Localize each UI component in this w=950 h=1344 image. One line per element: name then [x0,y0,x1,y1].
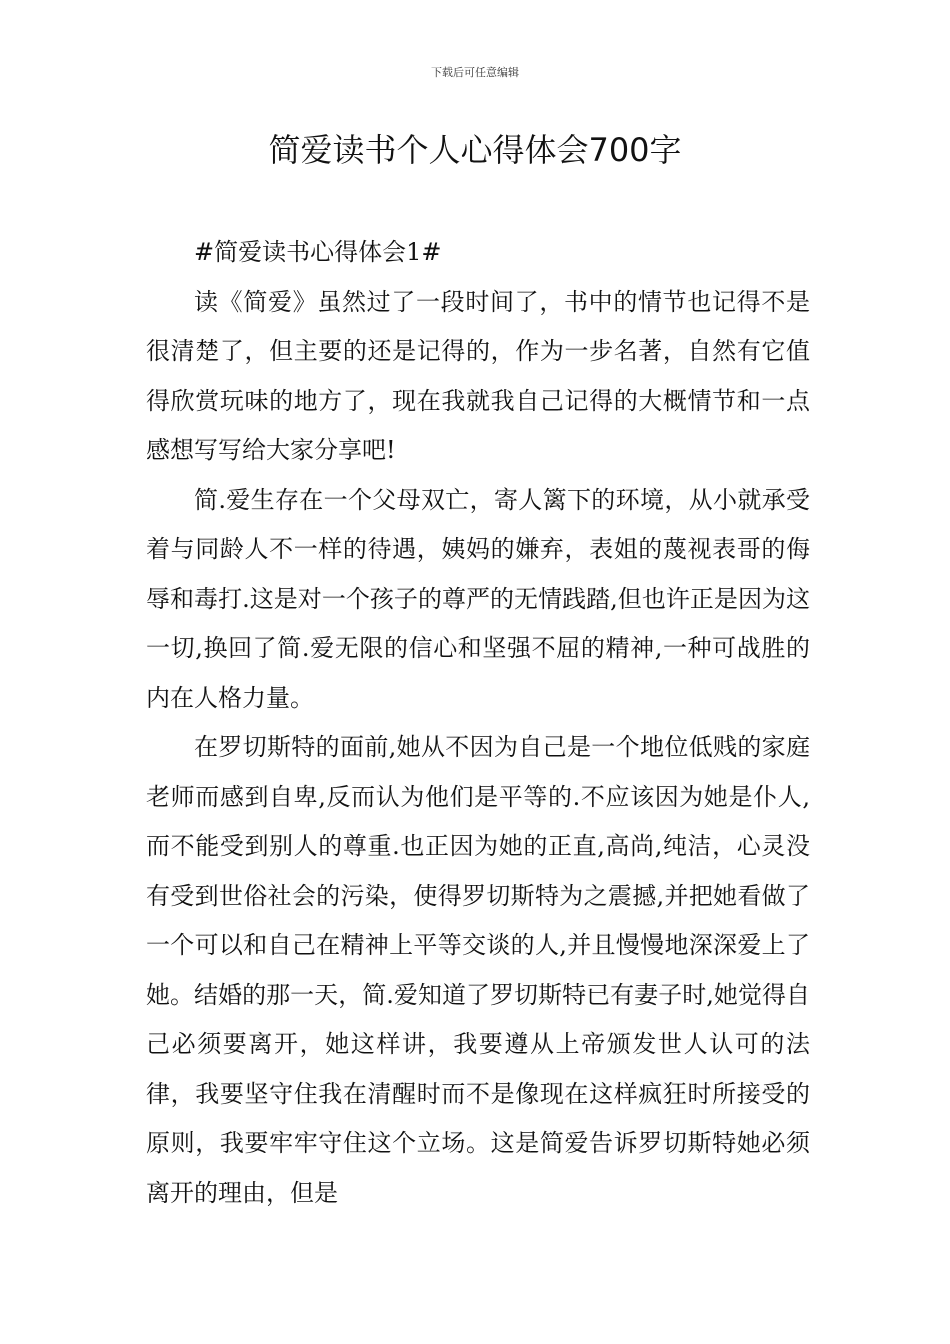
document-body [146,228,810,1218]
paragraph-3: 在罗切斯特的面前,她从不因为自己是一个地位低贱的家庭老师而感到自卑,反而认为他们是平等的.不应该因为她是仆人,而不能受到别人的尊重.也正因为她的正直,高尚,纯洁，心灵没有受到世俗社会的污染，使得罗切斯特为之震撼,并把她看做了一个可以和自己在精神上平等交谈的人,并且慢慢地深深爱上了她。结婚的那一天，简.爱知道了罗切斯特已有妻子时,她觉得自己必须要离开，她这样讲，我要遵从上帝颁发世人认可的法律，我要坚守住我在清醒时而不是像现在这样疯狂时所接受的原则，我要牢牢守住这个立场。这是简爱告诉罗切斯特她必须离开的理由，但是 [146,733,810,1207]
section-heading: #简爱读书心得体会1# [194,238,442,266]
page-title: 简爱读书个人心得体会700字 [268,131,682,169]
paragraph-2: 简.爱生存在一个父母双亡，寄人篱下的环境，从小就承受着与同龄人不一样的待遇，姨妈的嫌弃，表姐的蔑视表哥的侮辱和毒打.这是对一个孩子的尊严的无情践踏,但也许正是因为这一切,换回了简.爱无限的信心和坚强不屈的精神,一种可战胜的内在人格力量。 [146,485,810,712]
header-note: 下载后可任意编辑 [431,66,519,79]
paragraph-1: 读《简爱》虽然过了一段时间了，书中的情节也记得不是很清楚了，但主要的还是记得的，作为一步名著，自然有它值得欣赏玩味的地方了，现在我就我自己记得的大概情节和一点感想写写给大家分享吧! [146,287,810,464]
